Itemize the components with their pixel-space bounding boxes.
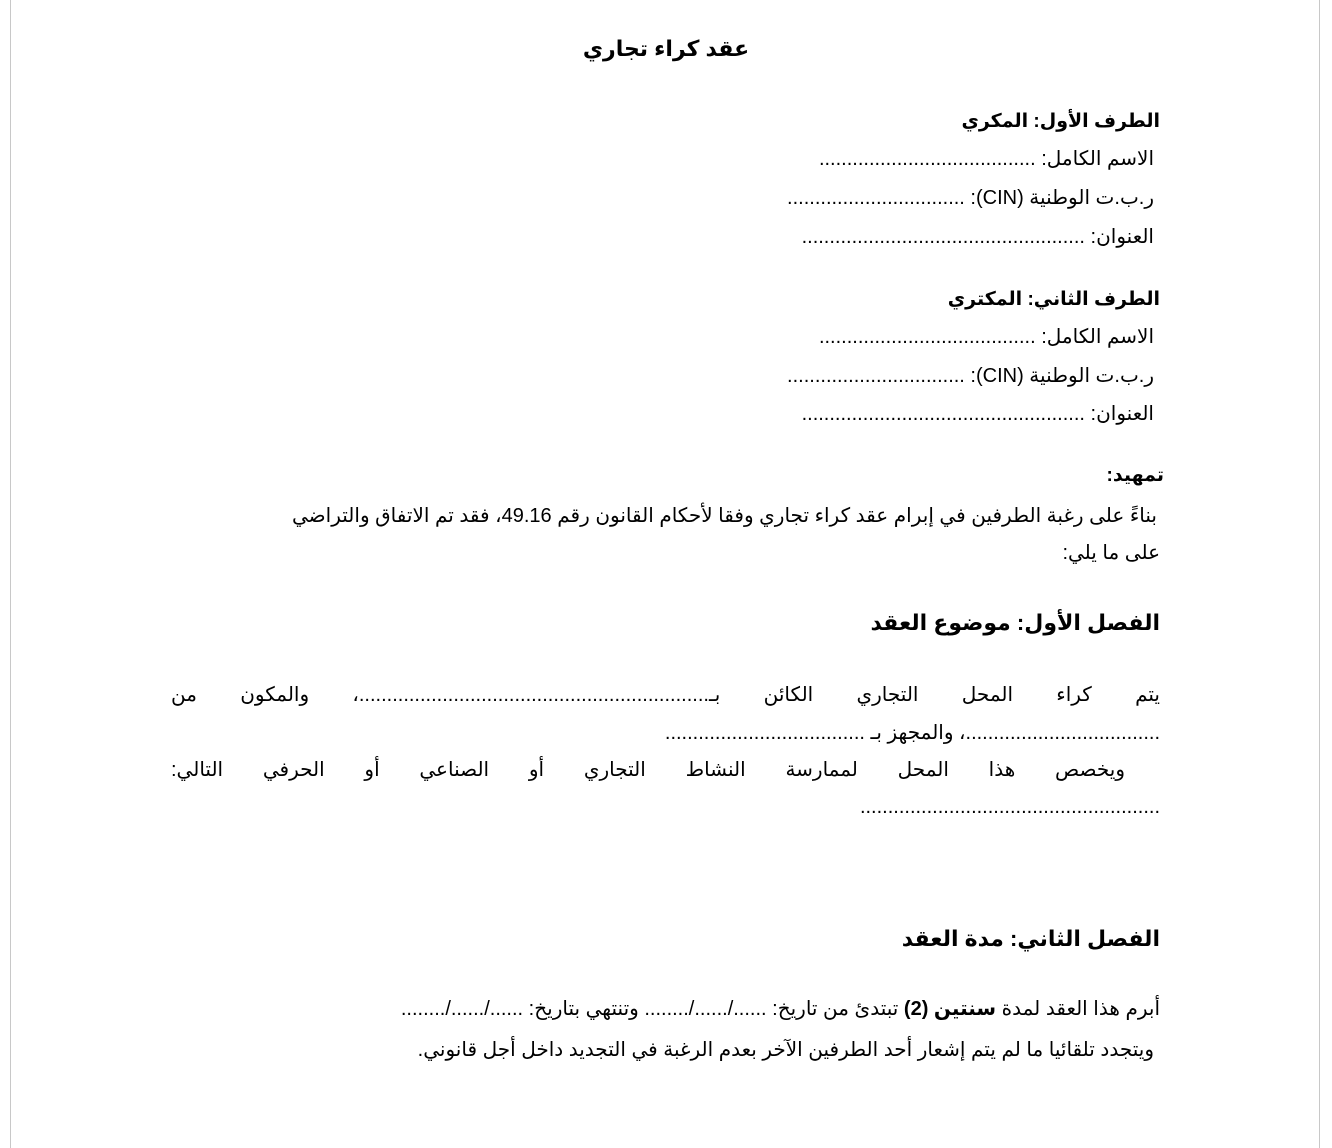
party2-cin-field: ر.ب.ت الوطنية (CIN): ................................: [787, 365, 1154, 387]
article1-heading: الفصل الأول: موضوع العقد: [870, 610, 1160, 635]
article1-line-1: يتم كراء المحل التجاري الكائن بـ...............................................................، والمكون من: [171, 684, 1161, 706]
party2-name-field: الاسم الكامل: .......................................: [818, 326, 1154, 348]
document-title: عقد كراء تجاري: [582, 36, 750, 61]
article2-line-1-part-a: أبرم هذا العقد لمدة: [996, 998, 1160, 1020]
party1-address-field: العنوان: ...................................................: [801, 226, 1154, 248]
party1-cin-field: ر.ب.ت الوطنية (CIN): ................................: [787, 187, 1154, 209]
party2-heading: الطرف الثاني: المكتري: [947, 289, 1160, 310]
preamble-line-1: بناءً على رغبة الطرفين في إبرام عقد كراء تجاري وفقا لأحكام القانون رقم 49.16، فقد تم الاتفاق والتراضي: [292, 505, 1157, 527]
party2-address-field: العنوان: ...................................................: [801, 403, 1154, 425]
article2-heading: الفصل الثاني: مدة العقد: [901, 926, 1160, 951]
article1-line-3: ويخصص هذا المحل لممارسة النشاط التجاري أو الصناعي أو الحرفي التالي:: [171, 759, 1125, 781]
article1-line-4: ......................................................: [859, 796, 1160, 818]
article2-line-1-part-b: تبتدئ من تاريخ: ....../....../........ وتنتهي بتاريخ: ....../....../........: [400, 998, 904, 1020]
article2-line-2: ويتجدد تلقائيا ما لم يتم إشعار أحد الطرفين الآخر بعدم الرغبة في التجديد داخل أجل قانوني.: [417, 1039, 1154, 1061]
article2-line-1: [401, 996, 1160, 1021]
party1-name-field: الاسم الكامل: .......................................: [818, 148, 1154, 170]
preamble-heading: تمهيد:: [1106, 465, 1164, 486]
preamble-line-2: على ما يلي:: [1062, 542, 1160, 564]
article2-duration-bold: سنتين (2): [903, 998, 997, 1020]
party1-heading: الطرف الأول: المكري: [961, 111, 1160, 132]
article1-line-2: ...................................، والمجهز بـ ....................................: [664, 722, 1160, 744]
document-page: [10, 0, 1320, 1148]
